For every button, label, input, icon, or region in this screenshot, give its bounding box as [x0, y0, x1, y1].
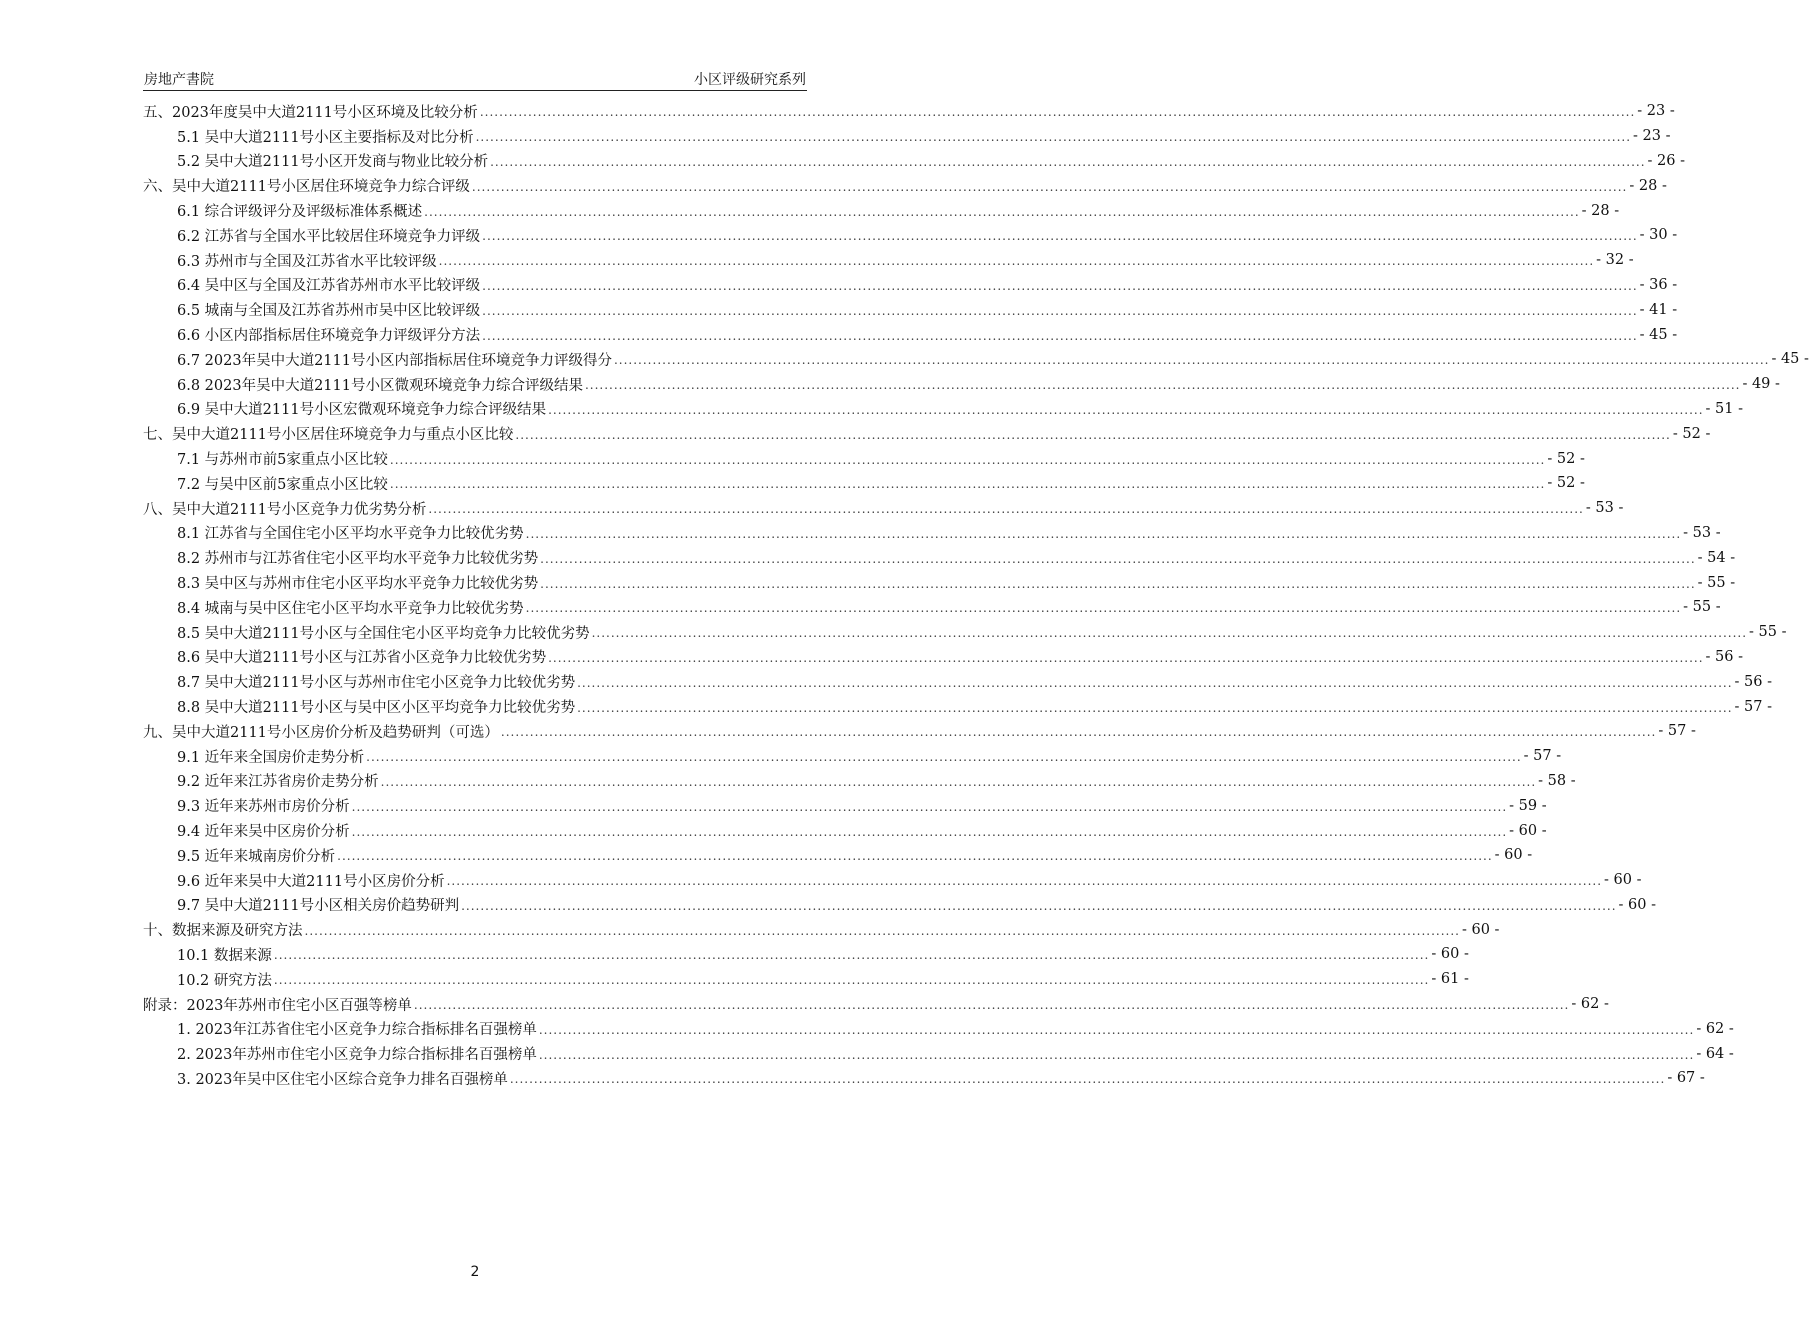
toc-entry-page: - 52 -	[1547, 450, 1585, 467]
toc-entry-title: 5.1 吴中大道2111号小区主要指标及对比分析	[177, 129, 474, 146]
toc-entry-title: 六、吴中大道2111号小区居住环境竞争力综合评级	[143, 179, 470, 196]
toc-section-entry[interactable]	[143, 694, 1773, 719]
toc-dot-leader: ................................................................................................................................................................................................................................................	[351, 824, 1508, 839]
toc-dot-leader: ................................................................................................................................................................................................................................................	[446, 874, 1603, 889]
toc-entry-title: 8.5 吴中大道2111号小区与全国住宅小区平均竞争力比较优劣势	[177, 625, 590, 642]
toc-section-entry[interactable]	[143, 471, 1585, 496]
toc-dot-leader: ................................................................................................................................................................................................................................................	[304, 923, 1460, 938]
toc-dot-leader: ................................................................................................................................................................................................................................................	[515, 427, 1671, 442]
toc-entry-title: 2. 2023年苏州市住宅小区竞争力综合指标排名百强榜单	[177, 1047, 537, 1064]
toc-entry-title: 七、吴中大道2111号小区居住环境竞争力与重点小区比较	[143, 427, 514, 444]
toc-entry-title: 9.2 近年来江苏省房价走势分析	[177, 774, 379, 791]
toc-chapter-entry[interactable]	[143, 719, 1696, 744]
toc-section-entry[interactable]	[143, 570, 1736, 595]
toc-entry-page: - 60 -	[1618, 896, 1657, 913]
toc-entry-title: 10.2 研究方法	[177, 972, 272, 989]
toc-dot-leader: ................................................................................................................................................................................................................................................	[461, 898, 1617, 913]
toc-dot-leader: ................................................................................................................................................................................................................................................	[428, 502, 1584, 517]
toc-entry-page: - 60 -	[1604, 872, 1642, 889]
toc-entry-title: 八、吴中大道2111号小区竞争力优劣势分析	[143, 501, 427, 518]
toc-dot-leader: ................................................................................................................................................................................................................................................	[413, 998, 1570, 1013]
toc-entry-title: 6.9 吴中大道2111号小区宏微观环境竞争力综合评级结果	[177, 402, 547, 419]
header-series-title: 小区评级研究系列	[694, 72, 806, 88]
toc-entry-page: - 26 -	[1647, 152, 1686, 169]
toc-entry-title: 9.5 近年来城南房价分析	[177, 848, 336, 865]
toc-entry-title: 附录：2023年苏州市住宅小区百强等榜单	[143, 997, 412, 1014]
toc-section-entry[interactable]	[143, 818, 1547, 843]
toc-entry-title: 7.1 与苏州市前5家重点小区比较	[177, 452, 388, 469]
toc-entry-title: 9.4 近年来吴中区房价分析	[177, 824, 350, 840]
toc-dot-leader: ................................................................................................................................................................................................................................................	[475, 130, 1632, 145]
toc-entry-title: 6.1 综合评级评分及评级标准体系概述	[177, 204, 423, 221]
toc-dot-leader: ................................................................................................................................................................................................................................................	[389, 477, 1546, 492]
toc-dot-leader: ................................................................................................................................................................................................................................................	[538, 1047, 1695, 1062]
page-number: 2	[470, 1264, 480, 1280]
toc-dot-leader: ................................................................................................................................................................................................................................................	[471, 179, 1628, 194]
toc-entry-page: - 52 -	[1547, 475, 1585, 492]
toc-dot-leader: ................................................................................................................................................................................................................................................	[540, 576, 1696, 591]
toc-entry-page: - 30 -	[1639, 227, 1678, 244]
toc-entry-title: 8.3 吴中区与苏州市住宅小区平均水平竞争力比较优劣势	[177, 576, 539, 593]
toc-entry-page: - 56 -	[1705, 648, 1744, 665]
toc-entry-page: - 28 -	[1581, 202, 1620, 219]
toc-dot-leader: ................................................................................................................................................................................................................................................	[351, 799, 1508, 814]
toc-entry-title: 5.2 吴中大道2111号小区开发商与物业比较分析	[177, 154, 489, 171]
toc-dot-leader: ................................................................................................................................................................................................................................................	[273, 973, 1430, 988]
toc-entry-title: 8.4 城南与吴中区住宅小区平均水平竞争力比较优劣势	[177, 600, 524, 617]
toc-entry-page: - 60 -	[1509, 822, 1547, 839]
toc-dot-leader: ................................................................................................................................................................................................................................................	[389, 452, 1546, 467]
toc-entry-page: - 55 -	[1683, 599, 1721, 616]
toc-entry-page: - 54 -	[1697, 549, 1736, 566]
toc-entry-page: - 41 -	[1639, 301, 1678, 318]
toc-section-entry[interactable]	[143, 297, 1678, 322]
toc-dot-leader: ................................................................................................................................................................................................................................................	[613, 353, 1770, 368]
toc-entry-page: - 28 -	[1629, 177, 1667, 194]
toc-section-entry[interactable]	[143, 620, 1787, 645]
toc-chapter-entry[interactable]	[143, 496, 1624, 521]
toc-entry-title: 3. 2023年吴中区住宅小区综合竞争力排名百强榜单	[177, 1071, 508, 1088]
toc-dot-leader: ................................................................................................................................................................................................................................................	[548, 402, 1704, 417]
toc-section-entry[interactable]	[143, 248, 1634, 273]
toc-section-entry[interactable]	[143, 595, 1721, 620]
toc-entry-title: 8.8 吴中大道2111号小区与吴中区小区平均竞争力比较优劣势	[177, 700, 576, 717]
toc-entry-page: - 62 -	[1571, 996, 1609, 1013]
toc-section-entry[interactable]	[143, 124, 1671, 149]
toc-entry-page: - 59 -	[1509, 797, 1547, 814]
toc-section-entry[interactable]	[143, 967, 1469, 992]
toc-dot-leader: ................................................................................................................................................................................................................................................	[577, 700, 1733, 715]
toc-entry-page: - 49 -	[1742, 376, 1780, 393]
toc-entry-title: 8.2 苏州市与江苏省住宅小区平均水平竞争力比较优劣势	[177, 551, 539, 568]
toc-section-entry[interactable]	[143, 322, 1678, 347]
toc-entry-page: - 51 -	[1705, 400, 1744, 417]
toc-section-entry[interactable]	[143, 669, 1773, 694]
toc-section-entry[interactable]	[143, 198, 1620, 223]
toc-entry-page: - 60 -	[1431, 946, 1469, 963]
toc-dot-leader: ................................................................................................................................................................................................................................................	[548, 650, 1704, 665]
toc-dot-leader: ................................................................................................................................................................................................................................................	[337, 849, 1493, 864]
toc-dot-leader: ................................................................................................................................................................................................................................................	[366, 750, 1522, 765]
toc-dot-leader: ................................................................................................................................................................................................................................................	[500, 725, 1657, 740]
toc-entry-title: 九、吴中大道2111号小区房价分析及趋势研判（可选）	[143, 724, 499, 741]
toc-dot-leader: ................................................................................................................................................................................................................................................	[525, 526, 1682, 541]
toc-section-entry[interactable]	[143, 397, 1744, 422]
toc-entry-page: - 53 -	[1585, 500, 1624, 517]
toc-entry-title: 6.4 吴中区与全国及江苏省苏州市水平比较评级	[177, 278, 481, 295]
toc-section-entry[interactable]	[143, 645, 1744, 670]
toc-entry-page: - 61 -	[1431, 971, 1469, 988]
toc-chapter-entry[interactable]	[143, 421, 1711, 446]
toc-entry-page: - 45 -	[1771, 351, 1809, 368]
toc-dot-leader: ................................................................................................................................................................................................................................................	[482, 328, 1638, 343]
toc-entry-title: 10.1 数据来源	[177, 947, 272, 964]
toc-chapter-entry[interactable]	[143, 99, 1675, 124]
toc-entry-title: 6.7 2023年吴中大道2111号小区内部指标居住环境竞争力评级得分	[177, 352, 612, 369]
toc-entry-title: 7.2 与吴中区前5家重点小区比较	[177, 476, 388, 493]
toc-entry-title: 6.5 城南与全国及江苏省苏州市吴中区比较评级	[177, 303, 481, 320]
toc-entry-title: 1. 2023年江苏省住宅小区竞争力综合指标排名百强榜单	[177, 1022, 537, 1039]
toc-entry-page: - 53 -	[1683, 524, 1721, 541]
toc-section-entry[interactable]	[143, 372, 1780, 397]
toc-entry-page: - 23 -	[1633, 128, 1671, 145]
toc-entry-page: - 45 -	[1639, 326, 1678, 343]
toc-section-entry[interactable]	[143, 545, 1736, 570]
toc-entry-page: - 64 -	[1696, 1045, 1734, 1062]
toc-entry-title: 6.8 2023年吴中大道2111号小区微观环境竞争力综合评级结果	[177, 377, 583, 394]
toc-section-entry[interactable]	[143, 1066, 1705, 1091]
toc-section-entry[interactable]	[143, 793, 1547, 818]
toc-section-entry[interactable]	[143, 843, 1533, 868]
toc-dot-leader: ................................................................................................................................................................................................................................................	[577, 675, 1733, 690]
toc-entry-page: - 52 -	[1672, 425, 1711, 442]
toc-entry-page: - 60 -	[1461, 921, 1500, 938]
toc-section-entry[interactable]	[143, 1016, 1734, 1041]
toc-section-entry[interactable]	[143, 521, 1721, 546]
toc-entry-title: 6.2 江苏省与全国水平比较居住环境竞争力评级	[177, 228, 481, 245]
header-publisher: 房地产書院	[144, 72, 214, 88]
toc-entry-page: - 55 -	[1749, 624, 1787, 641]
toc-dot-leader: ................................................................................................................................................................................................................................................	[591, 626, 1748, 641]
toc-entry-title: 9.7 吴中大道2111号小区相关房价趋势研判	[177, 898, 460, 915]
toc-section-entry[interactable]	[143, 744, 1562, 769]
toc-chapter-entry[interactable]	[143, 992, 1609, 1017]
toc-entry-title: 8.6 吴中大道2111号小区与江苏省小区竞争力比较优劣势	[177, 650, 547, 667]
toc-dot-leader: ................................................................................................................................................................................................................................................	[380, 774, 1537, 789]
toc-section-entry[interactable]	[143, 1041, 1734, 1066]
toc-dot-leader: ................................................................................................................................................................................................................................................	[538, 1022, 1695, 1037]
page-header	[143, 66, 807, 91]
toc-entry-title: 8.7 吴中大道2111号小区与苏州市住宅小区竞争力比较优劣势	[177, 675, 576, 692]
toc-dot-leader: ................................................................................................................................................................................................................................................	[482, 278, 1638, 293]
toc-dot-leader: ................................................................................................................................................................................................................................................	[540, 551, 1696, 566]
toc-section-entry[interactable]	[143, 868, 1642, 893]
toc-dot-leader: ................................................................................................................................................................................................................................................	[482, 229, 1638, 244]
toc-section-entry[interactable]	[143, 223, 1678, 248]
toc-entry-title: 9.6 近年来吴中大道2111号小区房价分析	[177, 873, 445, 890]
toc-entry-title: 8.1 江苏省与全国住宅小区平均水平竞争力比较优劣势	[177, 526, 524, 543]
toc-entry-title: 五、2023年度吴中大道2111号小区环境及比较分析	[143, 104, 478, 121]
toc-section-entry[interactable]	[143, 149, 1686, 174]
toc-entry-page: - 57 -	[1658, 723, 1696, 740]
toc-entry-page: - 55 -	[1697, 574, 1736, 591]
toc-section-entry[interactable]	[143, 769, 1576, 794]
toc-entry-page: - 67 -	[1667, 1070, 1705, 1087]
toc-dot-leader: ................................................................................................................................................................................................................................................	[438, 254, 1595, 269]
toc-section-entry[interactable]	[143, 942, 1469, 967]
toc-entry-page: - 32 -	[1596, 252, 1634, 269]
toc-entry-title: 9.3 近年来苏州市房价分析	[177, 799, 350, 816]
toc-entry-title: 9.1 近年来全国房价走势分析	[177, 749, 365, 766]
toc-entry-title: 6.3 苏州市与全国及江苏省水平比较评级	[177, 253, 437, 270]
toc-dot-leader: ................................................................................................................................................................................................................................................	[479, 105, 1636, 120]
toc-section-entry[interactable]	[143, 273, 1678, 298]
table-of-contents	[143, 99, 1809, 1091]
toc-dot-leader: ................................................................................................................................................................................................................................................	[584, 378, 1741, 393]
toc-entry-page: - 23 -	[1637, 103, 1675, 120]
toc-entry-page: - 57 -	[1734, 698, 1773, 715]
toc-section-entry[interactable]	[143, 446, 1585, 471]
toc-dot-leader: ................................................................................................................................................................................................................................................	[273, 948, 1430, 963]
toc-chapter-entry[interactable]	[143, 917, 1500, 942]
toc-dot-leader: ................................................................................................................................................................................................................................................	[482, 303, 1638, 318]
toc-section-entry[interactable]	[143, 893, 1657, 918]
toc-entry-title: 十、数据来源及研究方法	[143, 923, 303, 940]
toc-entry-page: - 60 -	[1494, 847, 1533, 864]
toc-entry-page: - 56 -	[1734, 673, 1773, 690]
toc-entry-page: - 57 -	[1523, 748, 1562, 765]
toc-dot-leader: ................................................................................................................................................................................................................................................	[509, 1072, 1666, 1087]
toc-section-entry[interactable]	[143, 347, 1809, 372]
toc-chapter-entry[interactable]	[143, 173, 1667, 198]
toc-dot-leader: ................................................................................................................................................................................................................................................	[525, 601, 1682, 616]
toc-entry-page: - 36 -	[1639, 276, 1678, 293]
toc-dot-leader: ................................................................................................................................................................................................................................................	[424, 204, 1580, 219]
toc-entry-page: - 58 -	[1538, 772, 1576, 789]
toc-entry-page: - 62 -	[1696, 1020, 1734, 1037]
toc-entry-title: 6.6 小区内部指标居住环境竞争力评级评分方法	[177, 328, 481, 345]
toc-dot-leader: ................................................................................................................................................................................................................................................	[490, 154, 1646, 169]
